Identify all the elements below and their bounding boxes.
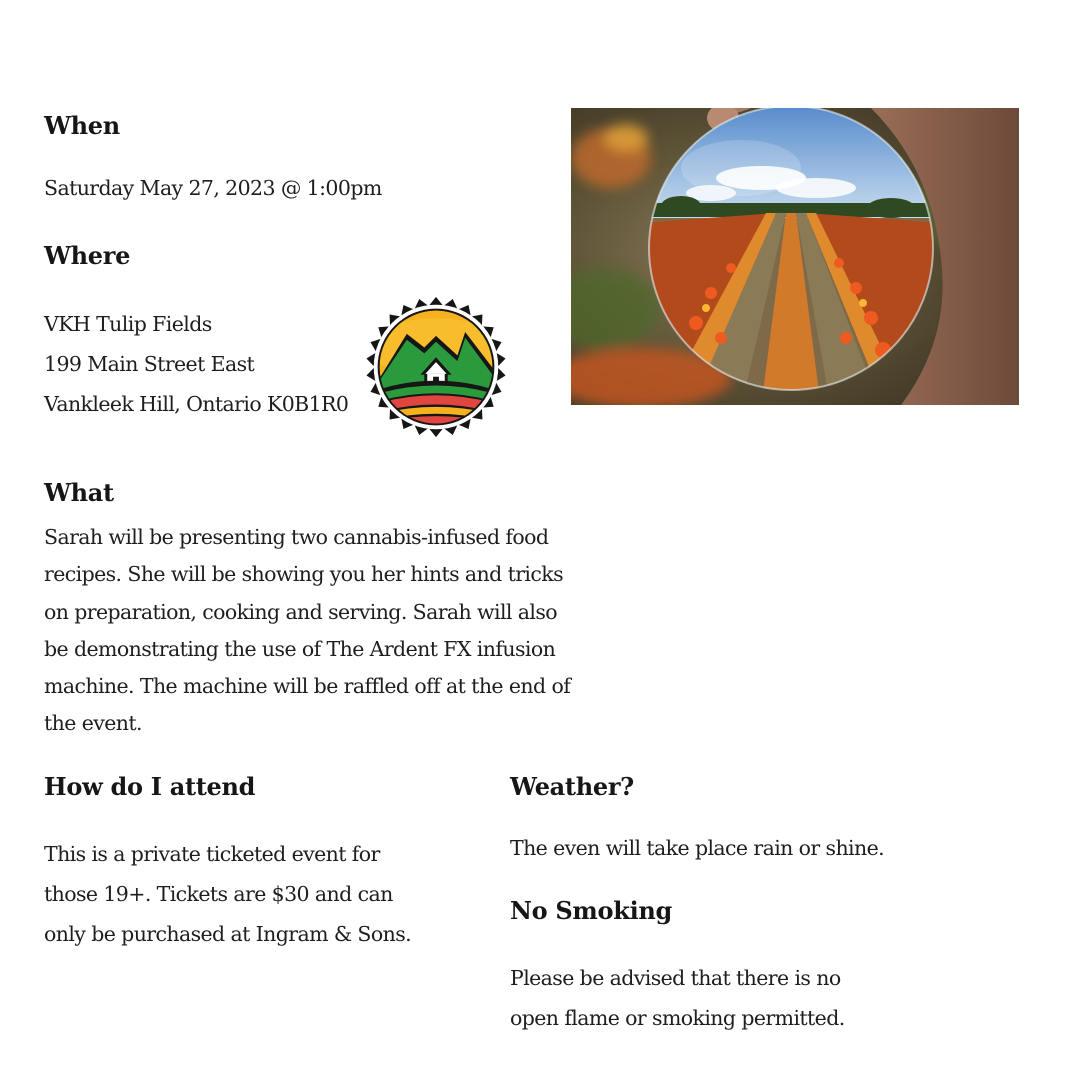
attend-line: those 19+. Tickets are $30 and can: [44, 882, 393, 906]
no-smoking-description: [510, 958, 845, 1038]
where-heading: Where: [44, 241, 131, 270]
address-line-venue: VKH Tulip Fields: [44, 312, 212, 336]
what-line: on preparation, cooking and serving. Sarah will also: [44, 599, 558, 624]
no-smoking-line: open flame or smoking permitted.: [510, 1006, 845, 1030]
no-smoking-line: Please be advised that there is no: [510, 966, 841, 990]
when-text: Saturday May 27, 2023 @ 1:00pm: [44, 176, 382, 200]
what-line: the event.: [44, 711, 142, 736]
what-heading: What: [44, 478, 114, 507]
attend-line: only be purchased at Ingram & Sons.: [44, 922, 412, 946]
what-line: recipes. She will be showing you her hints and tricks: [44, 562, 563, 587]
what-description: [44, 519, 570, 743]
no-smoking-heading: No Smoking: [510, 896, 673, 925]
attend-heading: How do I attend: [44, 772, 256, 801]
address-line-street: 199 Main Street East: [44, 352, 255, 376]
weather-heading: Weather?: [510, 772, 634, 801]
address-block: [44, 304, 348, 424]
address-line-city: Vankleek Hill, Ontario K0B1R0: [44, 392, 349, 416]
what-line: machine. The machine will be raffled off at the end of: [44, 674, 571, 699]
when-heading: When: [44, 111, 120, 140]
weather-text: The even will take place rain or shine.: [510, 836, 885, 860]
what-line: be demonstrating the use of The Ardent FX infusion: [44, 636, 556, 661]
attend-line: This is a private ticketed event for: [44, 842, 380, 866]
farm-house-sunrise-badge-icon: [363, 294, 509, 440]
crystal-ball-tulip-field-photo: [571, 108, 1019, 405]
attend-description: [44, 834, 411, 954]
what-line: Sarah will be presenting two cannabis-infused food: [44, 525, 549, 549]
